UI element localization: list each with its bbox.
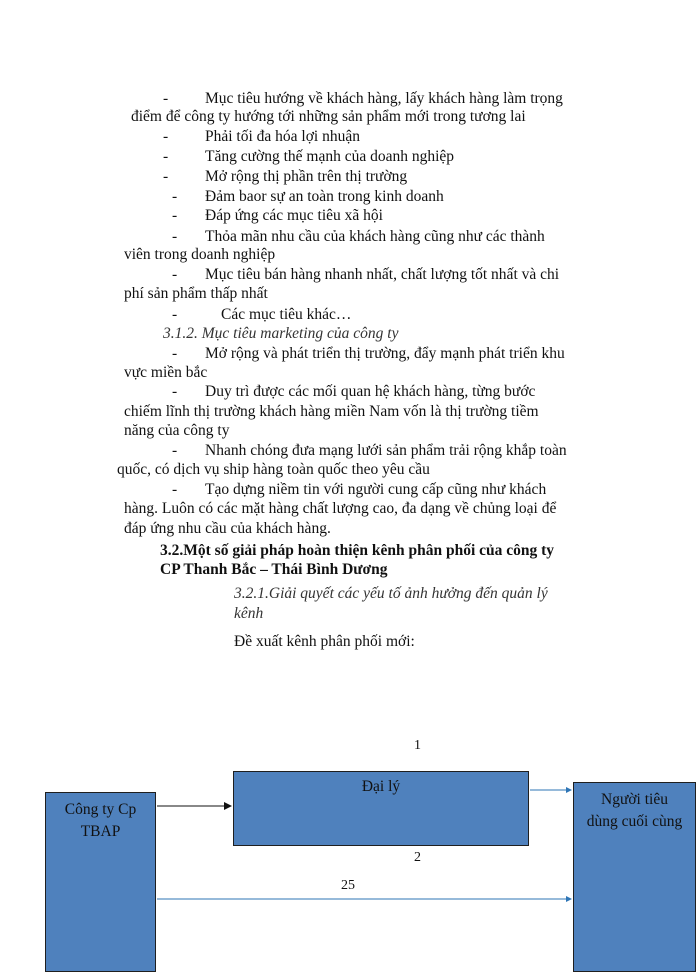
list-item-continuation: hàng. Luôn có các mặt hàng chất lượng cao, đa dạng về chủng loại để [124,500,557,517]
path-label-1: 1 [414,738,421,753]
section-heading-3-1-2: 3.1.2. Mục tiêu marketing của công ty [163,325,399,342]
bullet-dash: - [172,481,178,498]
bullet-dash: - [163,168,169,185]
bullet-dash: - [163,90,169,107]
list-item-continuation: đáp ứng nhu cầu của khách hàng. [124,520,331,537]
bullet-dash: - [172,228,178,245]
agent-label: Đại lý [361,778,401,795]
company-label-line: TBAP [80,823,121,840]
bullet-dash: - [172,207,178,224]
section-heading-3-2-1-continuation: kênh [234,605,264,622]
list-item: Mục tiêu hướng về khách hàng, lấy khách hàng làm trọng [205,90,563,107]
section-heading-3-2: 3.2.Một số giải pháp hoàn thiện kênh phân phối của công ty [160,542,555,559]
list-item: Đáp ứng các mục tiêu xã hội [205,207,383,224]
list-item: Thỏa mãn nhu cầu của khách hàng cũng như các thành [205,228,545,245]
path-label-25: 25 [341,878,355,893]
bullet-dash: - [172,383,178,400]
list-item-continuation: phí sản phẩm thấp nhất [124,285,268,302]
bullet-dash: - [172,266,178,283]
bullet-dash: - [172,306,178,323]
list-item-continuation: viên trong doanh nghiệp [124,246,276,263]
list-item: Tăng cường thế mạnh của doanh nghiệp [205,148,455,165]
company-label-line: Công ty Cp [64,801,137,818]
list-item-continuation: quốc, có dịch vụ ship hàng toàn quốc theo yêu cầu [117,461,430,478]
list-item: Các mục tiêu khác… [221,306,352,323]
list-item: Mở rộng thị phần trên thị trường [205,168,408,185]
list-item-continuation: chiếm lĩnh thị trường khách hàng miền Nam vốn là thị trường tiềm [124,403,539,420]
consumer-label-line: dùng cuối cùng [586,813,683,830]
section-heading-3-2-1: 3.2.1.Giải quyết các yếu tố ảnh hưởng đến quản lý [234,585,548,602]
consumer-label-line: Người tiêu [601,791,668,808]
list-item: Đảm baor sự an toàn trong kinh doanh [205,188,444,205]
bullet-dash: - [172,188,178,205]
bullet-dash: - [172,345,178,362]
list-item-continuation: năng của công ty [124,422,230,439]
list-item: Tạo dựng niềm tin với người cung cấp cũng như khách [205,481,547,498]
list-item: Phải tối đa hóa lợi nhuận [205,128,360,145]
path-label-2: 2 [414,850,421,865]
section-heading-3-2-continuation: CP Thanh Bắc – Thái Bình Dương [160,561,388,578]
list-item: Mở rộng và phát triển thị trường, đẩy mạnh phát triển khu [205,345,565,362]
list-item: Mục tiêu bán hàng nhanh nhất, chất lượng tốt nhất và chi [205,266,560,283]
bullet-dash: - [163,148,169,165]
list-item-continuation: điểm để công ty hướng tới những sản phẩm mới trong tương lai [131,108,526,125]
proposal-text: Đề xuất kênh phân phối mới: [234,633,415,650]
bullet-dash: - [172,442,178,459]
list-item: Duy trì được các mối quan hệ khách hàng, từng bước [205,383,536,400]
bullet-dash: - [163,128,169,145]
list-item-continuation: vực miền bắc [124,364,208,381]
list-item: Nhanh chóng đưa mạng lưới sản phẩm trải rộng khắp toàn [205,442,567,459]
